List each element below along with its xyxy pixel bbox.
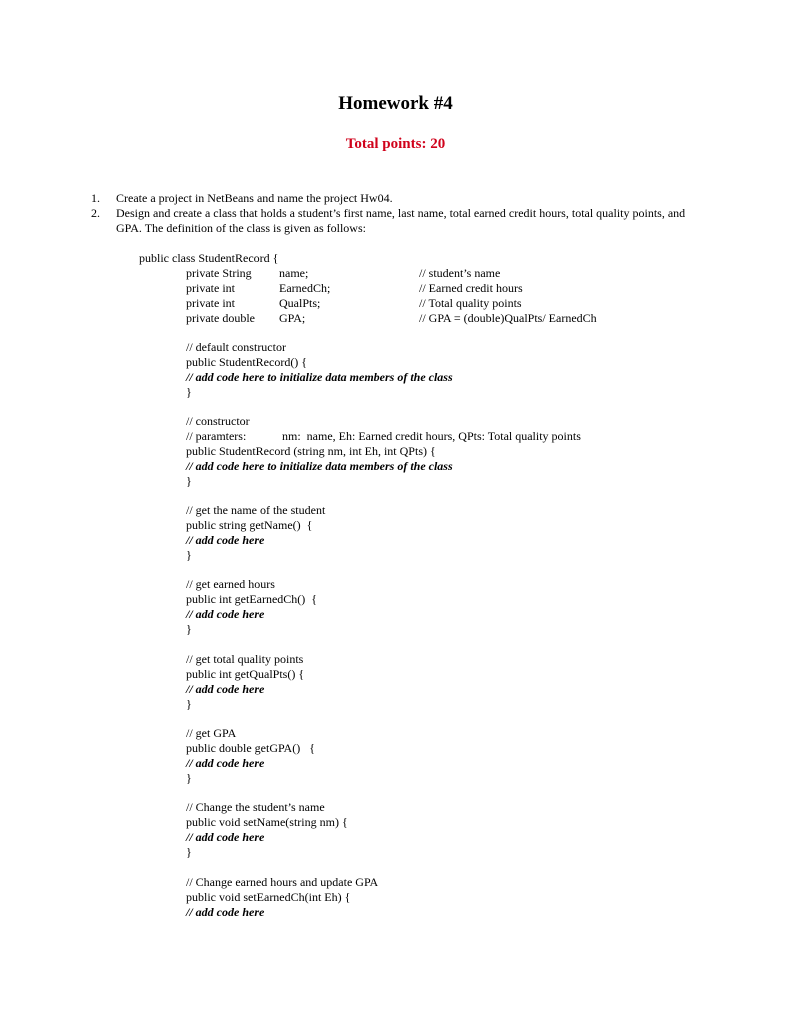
code-brace: }: [186, 771, 192, 785]
item-number: 1.: [91, 191, 100, 205]
item-text: Create a project in NetBeans and name the project Hw04.: [116, 191, 393, 205]
code-line: public int getEarnedCh() {: [186, 592, 318, 606]
code-brace: }: [186, 385, 192, 399]
code-placeholder: // add code here to initialize data members of the class: [186, 370, 453, 384]
code-comment: // get total quality points: [186, 652, 304, 666]
code-line: public StudentRecord() {: [186, 355, 308, 369]
field-name: EarnedCh;: [279, 281, 331, 295]
code-brace: }: [186, 697, 192, 711]
code-placeholder: // add code here: [186, 533, 265, 547]
class-declaration: public class StudentRecord {: [139, 251, 279, 265]
code-comment: // default constructor: [186, 340, 286, 354]
code-comment: // get GPA: [186, 726, 237, 740]
field-comment: // Earned credit hours: [419, 281, 523, 295]
item-text: Design and create a class that holds a student’s first name, last name, total earned credit hours, total quality points, and GPA. The definition of the class is given as follows:: [116, 206, 686, 235]
field-name: QualPts;: [279, 296, 321, 310]
field-type: private int: [186, 281, 235, 295]
code-comment: nm: name, Eh: Earned credit hours, QPts: Total quality points: [282, 429, 581, 443]
code-brace: }: [186, 474, 192, 488]
code-comment: // paramters:: [186, 429, 247, 443]
field-comment: // Total quality points: [419, 296, 522, 310]
code-comment: // get the name of the student: [186, 503, 326, 517]
code-placeholder: // add code here: [186, 682, 265, 696]
code-line: public void setEarnedCh(int Eh) {: [186, 890, 351, 904]
code-brace: }: [186, 845, 192, 859]
item-number: 2.: [91, 206, 100, 220]
code-placeholder: // add code here to initialize data members of the class: [186, 459, 453, 473]
code-comment: // constructor: [186, 414, 250, 428]
code-placeholder: // add code here: [186, 830, 265, 844]
field-comment: // GPA = (double)QualPts/ EarnedCh: [419, 311, 597, 325]
code-comment: // Change the student’s name: [186, 800, 325, 814]
code-comment: // Change earned hours and update GPA: [186, 875, 379, 889]
code-placeholder: // add code here: [186, 905, 265, 919]
total-points: Total points: 20: [345, 136, 446, 152]
code-line: public double getGPA() {: [186, 741, 315, 755]
instruction-list: [91, 191, 691, 236]
field-type: private int: [186, 296, 235, 310]
code-line: public StudentRecord (string nm, int Eh, int QPts) {: [186, 444, 436, 458]
field-name: name;: [279, 266, 309, 280]
code-brace: }: [186, 548, 192, 562]
code-placeholder: // add code here: [186, 756, 265, 770]
code-line: public void setName(string nm) {: [186, 815, 348, 829]
code-comment: // get earned hours: [186, 577, 275, 591]
field-type: private double: [186, 311, 255, 325]
field-comment: // student’s name: [419, 266, 501, 280]
code-line: public string getName() {: [186, 518, 313, 532]
instruction-item: [91, 206, 691, 236]
page-title: Homework #4: [338, 93, 453, 114]
code-line: public int getQualPts() {: [186, 667, 305, 681]
field-type: private String: [186, 266, 252, 280]
code-placeholder: // add code here: [186, 607, 265, 621]
code-brace: }: [186, 622, 192, 636]
instruction-item: [91, 191, 691, 206]
field-name: GPA;: [279, 311, 306, 325]
